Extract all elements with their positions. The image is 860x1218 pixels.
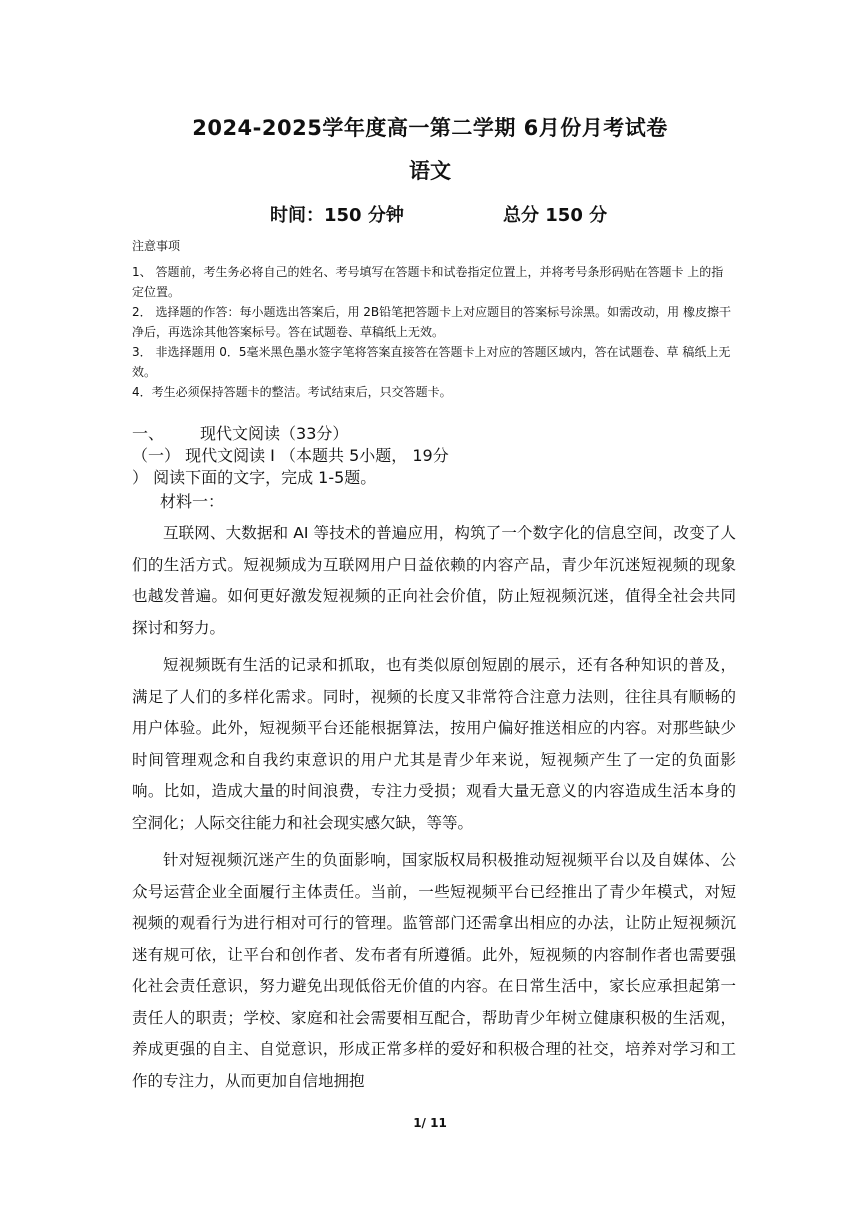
part-number: 一、 <box>132 424 165 443</box>
passage-paragraph: 针对短视频沉迷产生的负面影响，国家版权局积极推动短视频平台以及自媒体、公众号运营企业全面履行主体责任。当前，一些短视频平台已经推出了青少年模式，对短视频的观看行为进行相对可行的管理。监管部门还需拿出相应的办法，让防止短视频沉迷有规可依，让平台和创作者、发布者有所遵循。此外，短视频的内容制作者也需要强化社会责任意识，努力避免出现低俗无价值的内容。在日常生活中，家长应承担起第一责任人的职责；学校、家庭和社会需要相互配合，帮助青少年树立健康积极的生活观，养成更强的自主、自觉意识，形成正常多样的爱好和积极合理的社交，培养对学习和工作的专注力，从而更加自信地拥抱 <box>132 851 736 1090</box>
notes-item: 1、 答题前，考生务必将自己的姓名、考号填写在答题卡和试卷指定位置上，并将考号条形码贴在答题卡 上的指定位置。 <box>132 265 724 299</box>
notes-heading: 注意事项 <box>132 239 181 253</box>
exam-total-score: 总分 150 分 <box>503 205 608 226</box>
material-label: 材料一： <box>160 492 225 511</box>
reading-instruction: ） 阅读下面的文字，完成 1-5题。 <box>132 468 377 487</box>
passage-paragraph: 短视频既有生活的记录和抓取，也有类似原创短剧的展示，还有各种知识的普及，满足了人们的多样化需求。同时，视频的长度又非常符合注意力法则，往往具有顺畅的用户体验。此外，短视频平台还能根据算法，按用户偏好推送相应的内容。对那些缺少时间管理观念和自我约束意识的用户尤其是青少年来说，短视频产生了一定的负面影响。比如，造成大量的时间浪费，专注力受损；观看大量无意义的内容造成生活本身的空洞化；人际交往能力和社会现实感欠缺，等等。 <box>132 656 736 832</box>
exam-subject: 语文 <box>409 159 451 183</box>
part-title: 现代文阅读（33分） <box>200 424 349 443</box>
reading-passage <box>132 518 736 1103</box>
notes-item: 4．考生必须保持答题卡的整洁。考试结束后，只交答题卡。 <box>132 385 452 399</box>
page-number: 1/ 11 <box>413 1116 447 1130</box>
part-heading <box>132 423 348 445</box>
notes-item: 3． 非选择题用 0．5毫米黑色墨水签字笔将答案直接答在答题卡上对应的答题区域内，答在试题卷、草 稿纸上无效。 <box>132 345 731 379</box>
exam-title: 2024-2025学年度高一第二学期 6月份月考试卷 <box>192 116 668 140</box>
passage-paragraph: 互联网、大数据和 AI 等技术的普遍应用，构筑了一个数字化的信息空间，改变了人们的生活方式。短视频成为互联网用户日益依赖的内容产品，青少年沉迷短视频的现象也越发普遍。如何更好激发短视频的正向社会价值，防止短视频沉迷，值得全社会共同探讨和努力。 <box>132 524 736 637</box>
exam-time: 时间：150 分钟 <box>270 205 404 226</box>
notes-item: 2． 选择题的作答：每小题选出答案后，用 2B铅笔把答题卡上对应题目的答案标号涂黑。如需改动，用 橡皮擦干净后，再选涂其他答案标号。答在试题卷、草稿纸上无效。 <box>132 305 731 339</box>
subsection-title: （一） 现代文阅读 I （本题共 5小题， 19分 <box>132 446 449 465</box>
notes-section <box>132 236 732 402</box>
